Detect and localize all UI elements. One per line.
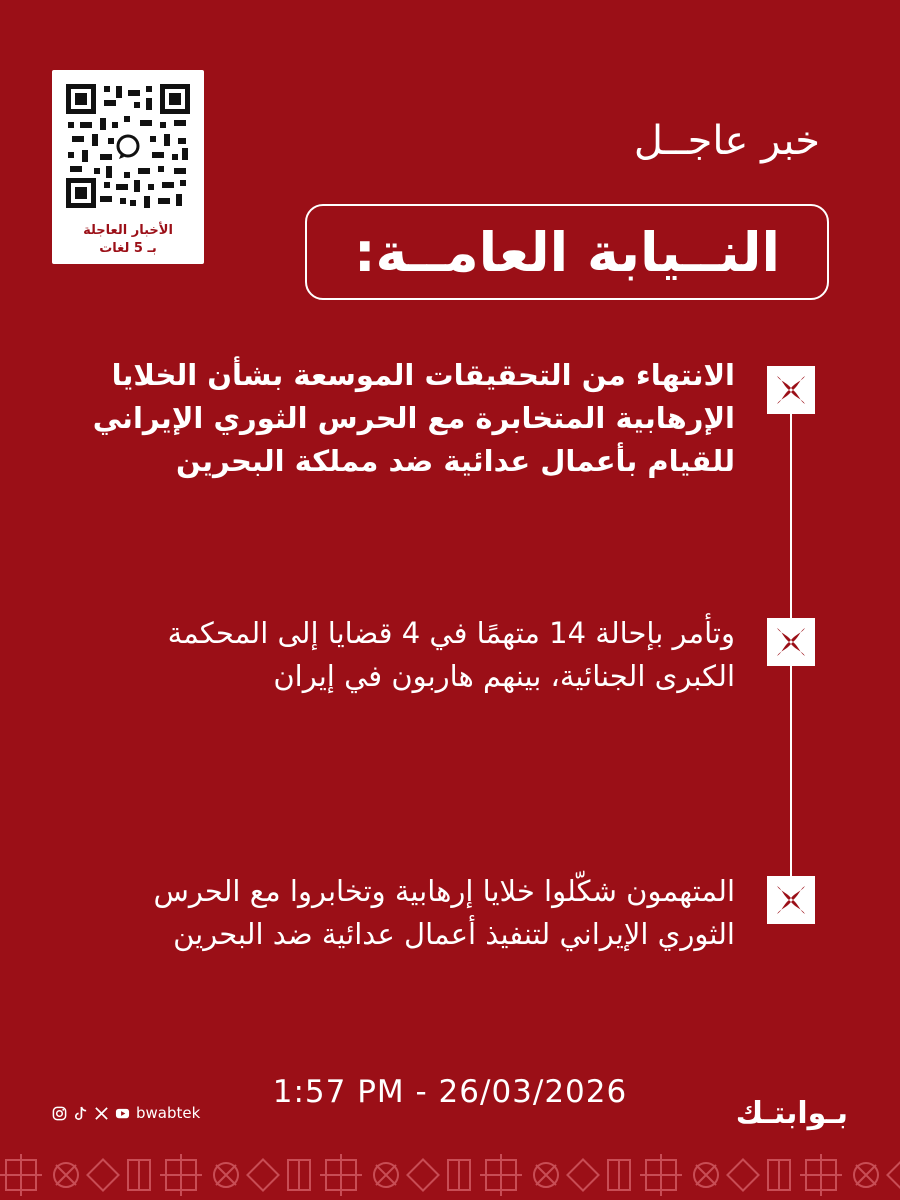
title-box <box>305 204 829 300</box>
social-handle[interactable]: bwabtek <box>136 1104 201 1122</box>
news-item-1: الانتهاء من التحقيقات الموسعة بشأن الخلايا الإرهابية المتخابرة مع الحرس الثوري الإيراني للقيام بأعمال عدائية ضد مملكة البحرين <box>92 358 735 478</box>
tiktok-icon[interactable] <box>73 1106 88 1121</box>
qr-code-card[interactable] <box>52 70 204 264</box>
qr-caption <box>52 222 204 258</box>
social-links <box>52 1104 200 1122</box>
timestamp: 1:57 PM - 26/03/2026 <box>272 1074 628 1110</box>
instagram-icon[interactable] <box>52 1106 67 1121</box>
qr-caption-line1: الأخبار العاجلة <box>83 223 173 238</box>
timeline-marker-icon <box>767 876 815 924</box>
x-icon[interactable] <box>94 1106 109 1121</box>
news-item-2: وتأمر بإحالة 14 متهمًا في 4 قضايا إلى المحكمة الكبرى الجنائية، بينهم هاربون في إيران <box>167 616 735 693</box>
decorative-pattern <box>0 1150 900 1200</box>
page-title: النــيابة العامــة: <box>353 220 781 284</box>
timeline-marker-icon <box>767 366 815 414</box>
qr-code-icon <box>64 82 192 210</box>
timeline-marker-icon <box>767 618 815 666</box>
qr-caption-line2: بـ 5 لغات <box>99 241 157 256</box>
breaking-news-label: خبر عاجــل <box>633 118 820 164</box>
brand-logo: بـوابتـك <box>735 1096 848 1131</box>
news-item-3: المتهمون شكّلوا خلايا إرهابية وتخابروا مع الحرس الثوري الإيراني لتنفيذ أعمال عدائية ضد البحرين <box>153 874 735 951</box>
youtube-icon[interactable] <box>115 1106 130 1121</box>
